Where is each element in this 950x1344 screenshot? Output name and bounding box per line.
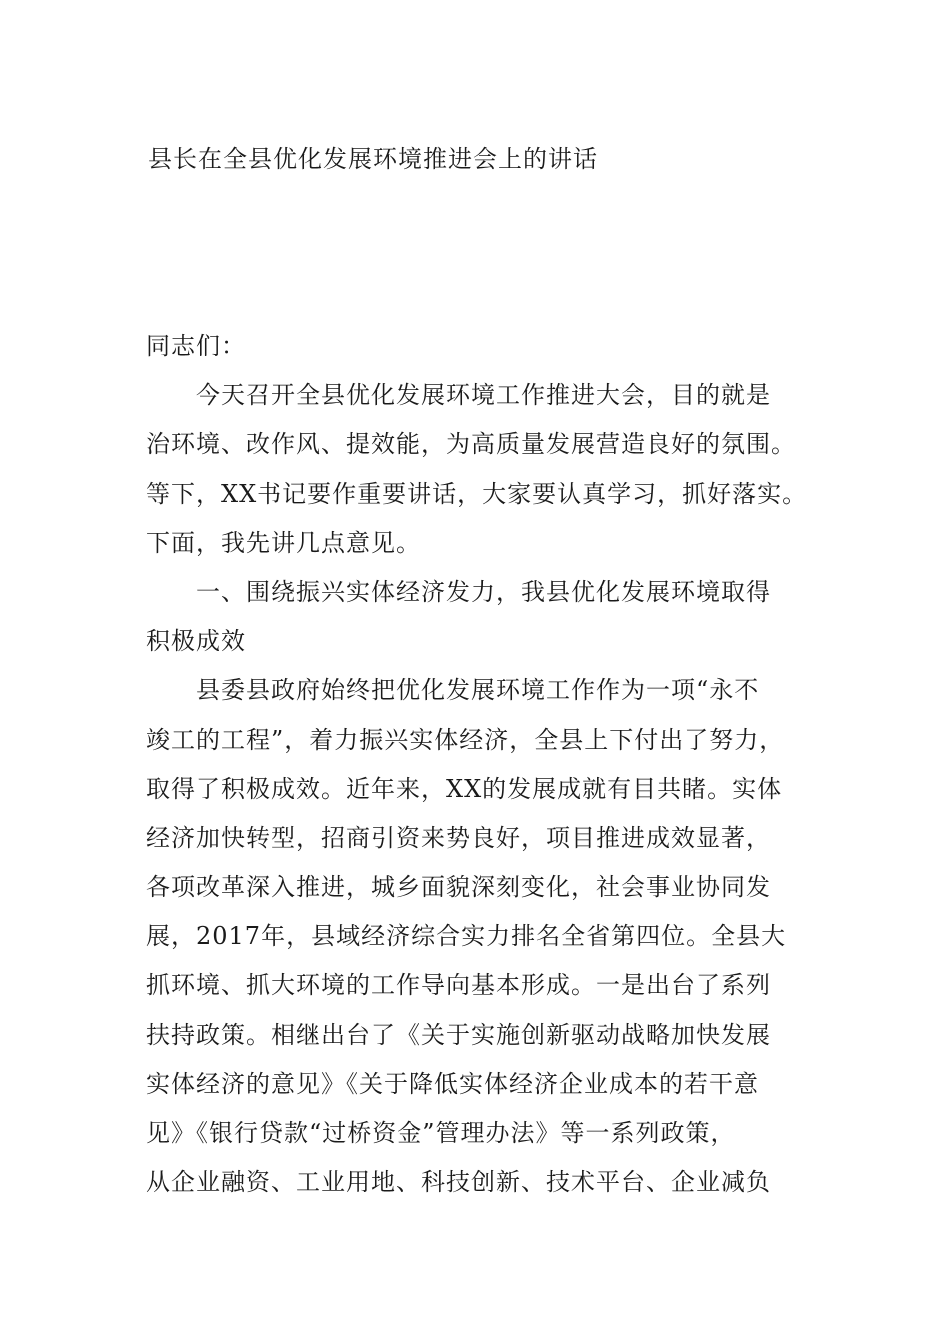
body-line: 从企业融资、工业用地、科技创新、技术平台、企业减负 [146,1168,771,1197]
body-line: 抓环境、抓大环境的工作导向基本形成。一是出台了系列 [146,971,771,1000]
document-title: 县长在全县优化发展环境推进会上的讲话 [148,145,598,173]
body-line: 各项改革深入推进，城乡面貌深刻变化，社会事业协同发 [146,873,771,902]
body-line: 竣工的工程”，着力振兴实体经济，全县上下付出了努力， [146,725,785,754]
body-line: 县委县政府始终把优化发展环境工作作为一项“永不 [146,676,760,705]
body-line: 治环境、改作风、提效能，为高质量发展营造良好的氛围。 [146,430,796,459]
document-body [146,322,806,1207]
body-line: 下面，我先讲几点意见。 [146,528,421,557]
section-heading-line: 一、围绕振兴实体经济发力，我县优化发展环境取得 [146,577,771,606]
body-line: 扶持政策。相继出台了《关于实施创新驱动战略加快发展 [146,1020,771,1049]
body-line: 今天召开全县优化发展环境工作推进大会，目的就是 [146,381,771,410]
salutation-line: 同志们： [146,332,246,360]
body-line: 见》《银行贷款“过桥资金”管理办法》等一系列政策， [146,1119,736,1147]
body-line: 经济加快转型，招商引资来势良好，项目推进成效显著， [146,823,771,852]
body-line: 展，2017年，县域经济综合实力排名全省第四位。全县大 [146,922,787,951]
section-heading-line: 积极成效 [146,627,246,656]
body-line: 等下，XX书记要作重要讲话，大家要认真学习，抓好落实。 [146,479,808,508]
body-line: 实体经济的意见》《关于降低实体经济企业成本的若干意 [146,1069,759,1098]
body-line: 取得了积极成效。近年来，XX的发展成就有目共睹。实体 [146,774,783,803]
